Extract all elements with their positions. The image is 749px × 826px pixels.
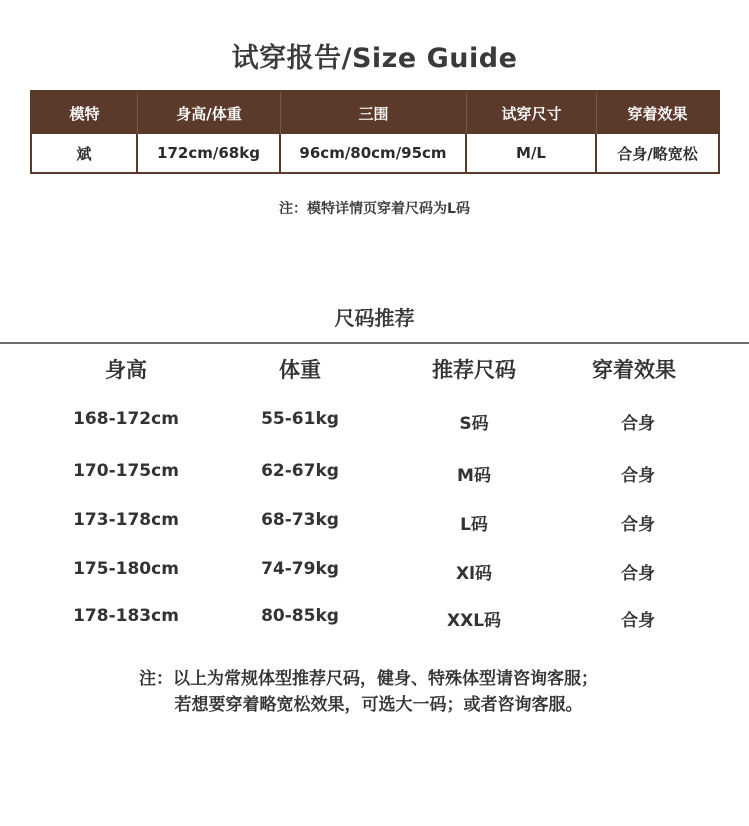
- header-height: 身高: [105, 358, 147, 382]
- bottom-note-line-2: 若想要穿着略宽松效果，可选大一码；或者咨询客服。: [174, 695, 583, 715]
- row-weight: 80-85kg: [261, 606, 339, 626]
- row-size: M码: [457, 466, 491, 486]
- model-fit-effect: 合身/略宽松: [617, 144, 698, 163]
- header-model: 模特: [32, 92, 138, 134]
- model-measurements: 96cm/80cm/95cm: [281, 134, 467, 172]
- page-title: 试穿报告/Size Guide: [231, 43, 518, 74]
- row-size: S码: [459, 414, 489, 434]
- model-height-weight: 172cm/68kg: [138, 134, 281, 172]
- table-row: [0, 409, 749, 435]
- recommend-title: 尺码推荐: [334, 306, 415, 330]
- row-weight: 68-73kg: [261, 510, 339, 530]
- table-row: [0, 461, 749, 487]
- row-weight: 74-79kg: [261, 559, 339, 579]
- row-size: XXL码: [446, 611, 502, 631]
- row-fit: 合身: [621, 611, 655, 631]
- table-row: [0, 510, 749, 536]
- row-weight: 62-67kg: [261, 461, 339, 481]
- table-row: [0, 559, 749, 585]
- model-name: 斌: [32, 134, 138, 172]
- header-weight: 体重: [279, 358, 321, 382]
- model-fitting-size: M/L: [467, 134, 597, 172]
- section-divider: [0, 342, 749, 344]
- row-weight: 55-61kg: [261, 409, 339, 429]
- header-fit: 穿着效果: [592, 358, 676, 382]
- row-size: L码: [460, 515, 488, 535]
- model-table-data-row: [32, 134, 718, 172]
- header-fit-effect: 穿着效果: [627, 104, 688, 123]
- header-fitting-size: 试穿尺寸: [467, 92, 597, 134]
- row-fit: 合身: [621, 564, 655, 584]
- row-fit: 合身: [621, 414, 655, 434]
- row-height: 175-180cm: [73, 559, 179, 579]
- header-recommended-size: 推荐尺码: [432, 358, 516, 382]
- row-height: 170-175cm: [73, 461, 179, 481]
- model-table-header-row: [32, 92, 718, 134]
- row-size: Xl码: [456, 564, 492, 584]
- table-row: [0, 606, 749, 632]
- row-fit: 合身: [621, 515, 655, 535]
- model-note: 注：模特详情页穿着尺码为L码: [279, 201, 470, 217]
- header-measurements: 三围: [281, 92, 467, 134]
- row-fit: 合身: [621, 466, 655, 486]
- bottom-note-line-1: 注：以上为常规体型推荐尺码，健身、特殊体型请咨询客服；: [139, 669, 598, 689]
- recommend-header-row: [0, 354, 749, 384]
- bottom-note: [0, 666, 749, 718]
- row-height: 173-178cm: [73, 510, 179, 530]
- header-height-weight: 身高/体重: [138, 92, 281, 134]
- row-height: 178-183cm: [73, 606, 179, 626]
- model-fitting-table: [30, 90, 720, 174]
- row-height: 168-172cm: [73, 409, 179, 429]
